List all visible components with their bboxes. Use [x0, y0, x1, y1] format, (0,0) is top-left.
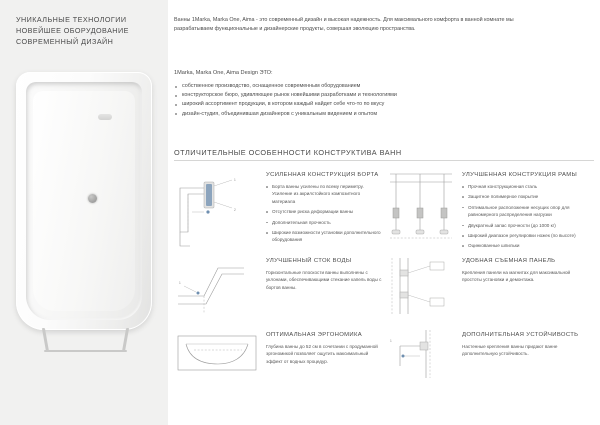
brand-line-2: НОВЕЙШЕЕ ОБОРУДОВАНИЕ — [16, 26, 129, 35]
svg-text:1: 1 — [390, 339, 392, 343]
list-item: Отсутствие риска деформации ванны — [266, 208, 382, 215]
drawing-stability — [386, 326, 456, 382]
drawing-frame-construction — [386, 168, 456, 248]
bathtub-drain-icon — [88, 194, 97, 203]
section-divider — [174, 160, 594, 161]
brand-line-3: СОВРЕМЕННЫЙ ДИЗАЙН — [16, 37, 114, 46]
svg-text:1: 1 — [234, 178, 236, 182]
feature-title: УЛУЧШЕННЫЙ СТОК ВОДЫ — [266, 258, 352, 264]
feature-title: ДОПОЛНИТЕЛЬНАЯ УСТОЙЧИВОСТЬ — [462, 332, 579, 338]
list-item: широкий ассортимент продукции, в котором каждый найдет себе что-то по вкусу — [174, 100, 504, 109]
brand-block — [16, 14, 156, 47]
list-item: Широкие возможности установки дополнительного оборудования — [266, 229, 382, 244]
feature-ergonomics — [266, 332, 382, 365]
intro-block — [174, 16, 534, 33]
feature-text: Крепления панели на магнитах для максимальной простоты установки и демонтажа. — [462, 270, 571, 283]
feature-water-drain — [266, 258, 382, 291]
intro-bullet-list — [174, 82, 504, 119]
list-item: Защитное полимерное покрытие — [462, 193, 590, 200]
bathtub-basin — [33, 91, 135, 311]
list-item: Борта ванны усилены по всему периметру. Усиление из акрилстойкого композитного материала — [266, 183, 382, 205]
list-item: дизайн-студия, объединившая дизайнеров с уникальным видением и опытом — [174, 110, 504, 119]
feature-title: УДОБНАЯ СЪЕМНАЯ ПАНЕЛЬ — [462, 258, 556, 264]
brand-line-1: УНИКАЛЬНЫЕ ТЕХНОЛОГИИ — [16, 15, 127, 24]
list-item: Оцинкованные шпильки — [462, 242, 590, 249]
list-item: Прочная конструкционная сталь — [462, 183, 590, 190]
drawing-ergonomics — [174, 330, 260, 376]
section-title: ОТЛИЧИТЕЛЬНЫЕ ОСОБЕННОСТИ КОНСТРУКТИВА ВАНН — [174, 148, 402, 157]
intro-paragraph: Ванны 1Marka, Marka One, Aima - это современный дизайн и высокая надежность. Для максимального комфорта в ванной комнате мы разрабатываем функциональные и дизайнерские продукты, совершая эволюцию пространства. — [174, 17, 514, 32]
svg-text:1: 1 — [179, 281, 181, 285]
feature-title: ОПТИМАЛЬНАЯ ЭРГОНОМИКА — [266, 332, 363, 338]
feature-list — [462, 183, 590, 250]
content-area — [168, 0, 600, 425]
list-item: Оптимальное расположение несущих опор для равномерного распределения нагрузки — [462, 204, 590, 219]
list-item: конструкторское бюро, удивляющее рынок новейшими разработками и технологиями — [174, 91, 504, 100]
list-item: Дополнительная прочность — [266, 219, 382, 226]
feature-text: Настенные крепления ванны придают ванне дополнительную устойчивость. — [462, 344, 558, 357]
drawing-reinforced-edge — [174, 172, 260, 252]
list-item: собственное производство, оснащенное современным оборудованием — [174, 82, 504, 91]
svg-text:2: 2 — [234, 208, 236, 212]
feature-stability — [462, 332, 590, 358]
feature-title: УСИЛЕННАЯ КОНСТРУКЦИЯ БОРТА — [266, 172, 379, 178]
bathtub-overflow-icon — [98, 114, 112, 120]
feature-frame-construction — [462, 172, 590, 253]
feature-text: Горизонтальные плоскости ванны выполнены с уклонами, обеспечивающими стекание капель воды с бортов ванны. — [266, 270, 382, 290]
feature-title: УЛУЧШЕННАЯ КОНСТРУКЦИЯ РАМЫ — [462, 172, 578, 178]
feature-list — [266, 183, 382, 244]
bathtub-illustration — [6, 66, 164, 346]
bathtub-leg-bar — [44, 350, 127, 352]
feature-reinforced-edge — [266, 172, 382, 247]
feature-removable-panel — [462, 258, 590, 284]
list-item: Широкий диапазон регулировки ножек (по высоте) — [462, 232, 590, 239]
bathtub-leg-left — [42, 328, 49, 352]
list-item: Двукратный запас прочности (до 1000 кг) — [462, 222, 590, 229]
left-panel — [0, 0, 168, 425]
bathtub-leg-right — [122, 328, 129, 352]
drawing-removable-panel — [386, 252, 456, 324]
intro-subhead: 1Marka, Marka One, Aima Design ЭТО: — [174, 70, 273, 76]
feature-text: Глубина ванны до 52 см в сочетании с продуманной эргономикой позволяет ощутить максимальный эффект от водных процедур. — [266, 344, 378, 364]
drawing-water-drain — [174, 256, 260, 322]
